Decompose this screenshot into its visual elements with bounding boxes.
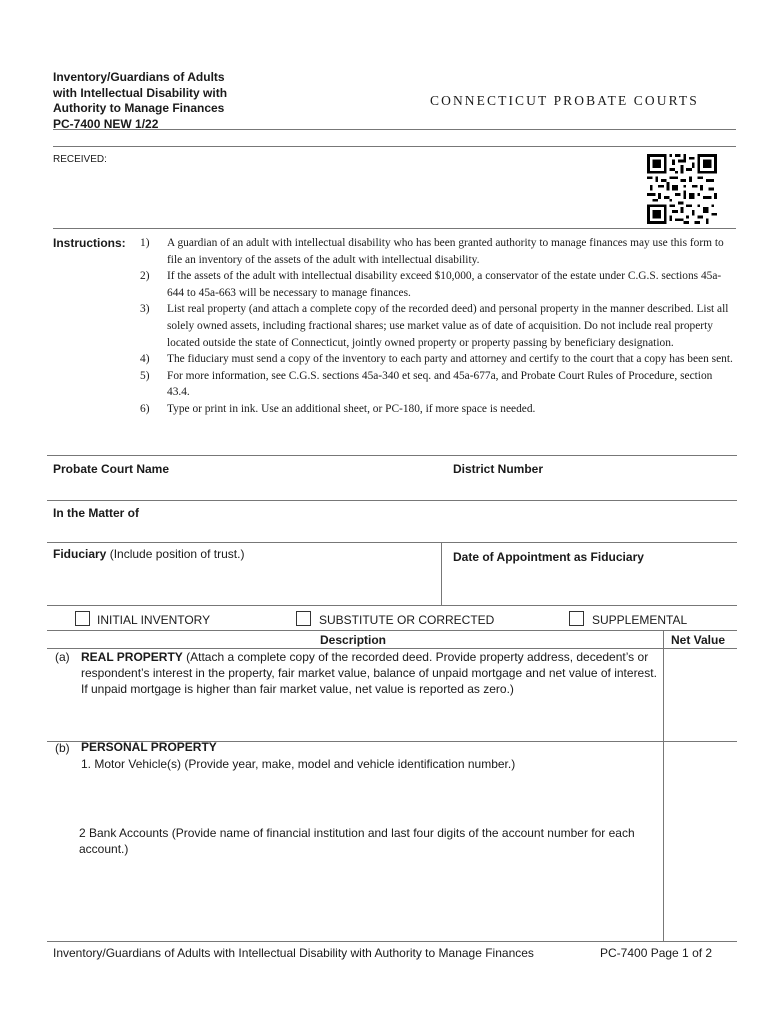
- page-number: PC-7400 Page 1 of 2: [600, 946, 713, 960]
- in-the-matter-of-field[interactable]: [53, 522, 735, 540]
- instruction-item: 2) If the assets of the adult with intellectual disability exceed $10,000, a conservator of the estate under C.G.S. sections 45a-644 to 45a-663 will be necessary to manage finances.: [140, 270, 722, 299]
- motor-vehicle-item: 1. Motor Vehicle(s) (Provide year, make, model and vehicle identification number.): [81, 757, 516, 771]
- instructions-label: Instructions:: [53, 236, 126, 250]
- date-of-appointment-label: Date of Appointment as Fiduciary: [453, 550, 644, 564]
- divider: [47, 630, 737, 631]
- instruction-item: 4) The fiduciary must send a copy of the inventory to each party and attorney and certify to the court that a copy has been sent.: [140, 353, 733, 366]
- section-a-marker: (a): [55, 650, 70, 664]
- description-header: Description: [320, 633, 387, 647]
- supplemental-label: SUPPLEMENTAL: [592, 613, 688, 627]
- divider: [47, 605, 737, 606]
- divider: [47, 542, 737, 543]
- personal-property-title: PERSONAL PROPERTY: [81, 740, 217, 754]
- bank-accounts-item: 2 Bank Accounts (Provide name of financial institution and last four digits of the account number for each account.): [79, 826, 635, 856]
- substitute-checkbox[interactable]: [296, 611, 311, 626]
- form-title-line: with Intellectual Disability with: [53, 85, 228, 100]
- form-number: PC-7400 NEW 1/22: [53, 116, 159, 131]
- instruction-item: 5) For more information, see C.G.S. sections 45a-340 et seq. and 45a-677a, and Probate Court Rules of Procedure, section 43.4.: [140, 369, 713, 399]
- divider: [53, 129, 736, 130]
- court-name: CONNECTICUT PROBATE COURTS: [430, 93, 699, 108]
- probate-court-name-field[interactable]: [53, 478, 448, 498]
- date-of-appointment-field[interactable]: [453, 568, 735, 602]
- fiduciary-field[interactable]: [53, 565, 436, 601]
- personal-property-net-value-field[interactable]: [666, 745, 734, 938]
- form-title-line: Authority to Manage Finances: [53, 101, 225, 115]
- probate-court-name-label: Probate Court Name: [53, 462, 170, 476]
- divider: [53, 146, 736, 147]
- substitute-label: SUBSTITUTE OR CORRECTED: [319, 613, 495, 627]
- district-number-label: District Number: [453, 462, 544, 476]
- divider: [441, 542, 442, 605]
- divider: [47, 455, 737, 456]
- initial-inventory-label: INITIAL INVENTORY: [97, 613, 211, 627]
- section-b-marker: (b): [55, 741, 70, 755]
- divider: [53, 228, 736, 229]
- footer-title: Inventory/Guardians of Adults with Intellectual Disability with Authority to Manage Finances: [53, 946, 534, 960]
- instruction-item: 1) A guardian of an adult with intellectual disability who has been granted authority to manage finances may use this form to file an inventory of the assets of the adult with intellectual disability.: [140, 237, 724, 266]
- in-the-matter-of-label: In the Matter of: [53, 506, 139, 520]
- received-label: RECEIVED:: [53, 154, 107, 165]
- fiduciary-label: Fiduciary (Include position of trust.): [53, 547, 245, 561]
- district-number-field[interactable]: [453, 478, 735, 498]
- real-property-net-value-field[interactable]: [666, 650, 734, 738]
- instruction-item: 6) Type or print in ink. Use an additional sheet, or PC-180, if more space is needed.: [140, 402, 536, 415]
- divider: [663, 630, 664, 941]
- instructions-list: [140, 235, 735, 418]
- divider: [47, 941, 737, 942]
- supplemental-checkbox[interactable]: [569, 611, 584, 626]
- initial-inventory-checkbox[interactable]: [75, 611, 90, 626]
- divider: [47, 500, 737, 501]
- real-property-description: REAL PROPERTY (Attach a complete copy of the recorded deed. Provide property address, decedent’s or respondent’s interest in the property, fair market value, balance of unpaid mortgage and net value of interest. If unpaid mortgage is higher than fair market value, net value is reported as zero.): [81, 650, 657, 696]
- form-title-line: Inventory/Guardians of Adults: [53, 70, 225, 84]
- instruction-item: 3) List real property (and attach a complete copy of the recorded deed) and personal property in the manner described. List all solely owned assets, including fractional shares; use market value as of date of acquisition. Do not include real property located outside the state of Connecticut, jointly owned property or property passing by beneficiary designation.: [140, 303, 729, 349]
- qr-code-icon: [647, 154, 717, 224]
- form-title-block: [53, 70, 283, 132]
- net-value-header: Net Value: [671, 633, 726, 647]
